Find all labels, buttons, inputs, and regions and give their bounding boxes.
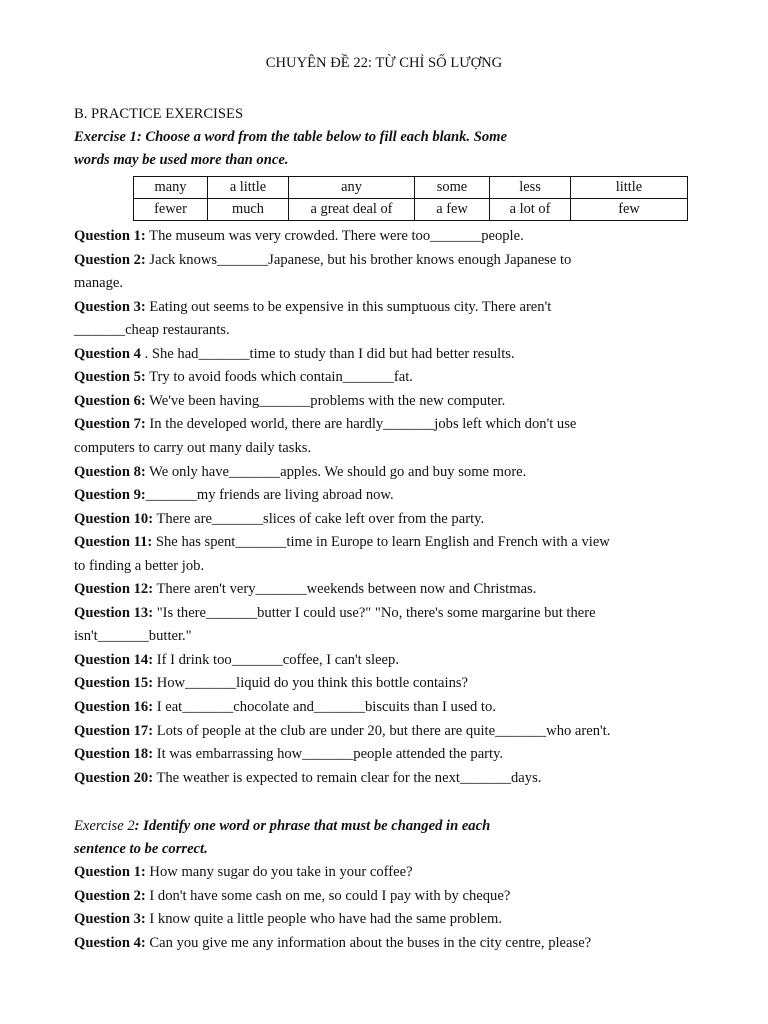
exercise2-instruction-text: : Identify one word or phrase that must be changed in each <box>134 818 491 834</box>
question-label: Question 4: <box>74 934 146 951</box>
question <box>74 910 502 928</box>
question-text: _______my friends are living abroad now. <box>145 487 394 504</box>
question <box>74 698 496 716</box>
question <box>74 745 503 763</box>
question-text-cont: _______cheap restaurants. <box>74 322 230 339</box>
table-cell: a few <box>415 199 490 221</box>
question-label: Question 3: <box>74 298 146 315</box>
question-label: Question 11: <box>74 534 153 551</box>
question <box>74 368 413 386</box>
question-label: Question 14: <box>74 651 154 668</box>
question-label: Question 2: <box>74 887 146 904</box>
table-cell: much <box>208 199 289 221</box>
question <box>74 415 576 433</box>
table-cell: many <box>134 177 208 199</box>
question-text: I know quite a little people who have had the same problem. <box>145 911 502 928</box>
question <box>74 298 551 316</box>
question-text: I eat_______chocolate and_______biscuits than I used to. <box>153 699 496 715</box>
question-label: Question 16: <box>74 699 154 715</box>
page-title: CHUYÊN ĐỀ 22: TỪ CHỈ SỐ LƯỢNG <box>265 55 503 71</box>
question-label: Question 8: <box>74 463 146 480</box>
question <box>74 510 484 528</box>
question <box>74 392 505 410</box>
question-text: I don't have some cash on me, so could I pay with by cheque? <box>145 887 511 904</box>
question-text: The weather is expected to remain clear for the next_______days. <box>153 769 542 786</box>
question-text: "Is there_______butter I could use?" "No, there's some margarine but there <box>153 604 596 621</box>
question <box>74 580 536 598</box>
exercise1-instruction-cont: words may be used more than once. <box>74 152 289 168</box>
question-label: Question 7: <box>74 416 146 433</box>
question-text-cont: computers to carry out many daily tasks. <box>74 439 312 456</box>
table-row <box>134 177 688 199</box>
question <box>74 345 515 363</box>
question-text: Lots of people at the club are under 20, but there are quite_______who aren't. <box>153 722 611 739</box>
table-row <box>134 199 688 221</box>
question <box>74 533 610 551</box>
exercise2-instruction-cont: sentence to be correct. <box>74 841 208 857</box>
question-label: Question 17: <box>74 722 154 739</box>
question <box>74 251 571 269</box>
question-label: Question 20: <box>74 769 154 786</box>
exercise1-instruction: Exercise 1: Choose a word from the table below to fill each blank. Some <box>74 129 507 145</box>
question <box>74 486 394 504</box>
section-heading: B. PRACTICE EXERCISES <box>74 106 244 122</box>
table-cell: less <box>490 177 571 199</box>
exercise2-instruction <box>74 817 490 835</box>
question-text: How many sugar do you take in your coffee? <box>145 864 413 880</box>
question-text: How_______liquid do you think this bottle contains? <box>153 675 469 692</box>
question-text: It was embarrassing how_______people attended the party. <box>153 746 504 763</box>
question-label: Question 1: <box>74 864 146 880</box>
question <box>74 674 468 692</box>
question-text: There are_______slices of cake left over from the party. <box>153 510 485 527</box>
question-label: Question 13: <box>74 604 154 621</box>
question-text: We've been having_______problems with the new computer. <box>145 392 506 409</box>
table-cell: few <box>571 199 688 221</box>
question-label: Question 10: <box>74 510 154 527</box>
question-text: There aren't very_______weekends between now and Christmas. <box>153 581 537 598</box>
question-label: Question 1: <box>74 228 146 244</box>
question-text: The museum was very crowded. There were too_______people. <box>145 228 524 244</box>
question-text: Jack knows_______Japanese, but his brother knows enough Japanese to <box>145 251 572 268</box>
question-text: She has spent_______time in Europe to learn English and French with a view <box>152 534 610 551</box>
question-text: Eating out seems to be expensive in this sumptuous city. There aren't <box>145 298 552 315</box>
question-label: Question 5: <box>74 369 146 386</box>
table-cell: any <box>289 177 415 199</box>
question-label: Question 2: <box>74 251 146 268</box>
question-label: Question 3: <box>74 911 146 928</box>
table-cell: little <box>571 177 688 199</box>
question <box>74 604 596 622</box>
question-label: Question 18: <box>74 746 154 763</box>
question <box>74 887 510 905</box>
question <box>74 463 526 481</box>
question-label: Question 6: <box>74 392 146 409</box>
question-text-cont: to finding a better job. <box>74 557 205 574</box>
question-label: Question 4 <box>74 345 141 362</box>
question-text: If I drink too_______coffee, I can't sleep. <box>153 651 399 668</box>
question-label: Question 9: <box>74 487 146 504</box>
question <box>74 722 610 740</box>
table-cell: a little <box>208 177 289 199</box>
question-text-cont: manage. <box>74 275 124 292</box>
question-text: . She had_______time to study than I did but had better results. <box>140 345 515 362</box>
question <box>74 863 413 881</box>
question-text: In the developed world, there are hardly_______jobs left which don't use <box>145 416 577 433</box>
question <box>74 934 591 952</box>
question-text-cont: isn't_______butter." <box>74 628 192 645</box>
question <box>74 769 541 787</box>
question-text: Can you give me any information about the buses in the city centre, please? <box>145 934 592 951</box>
question <box>74 651 399 669</box>
question-text: We only have_______apples. We should go and buy some more. <box>145 463 527 480</box>
question-text: Try to avoid foods which contain_______fat. <box>145 369 413 386</box>
question <box>74 227 524 245</box>
question-label: Question 12: <box>74 581 154 598</box>
exercise2-label: Exercise 2 <box>74 818 135 834</box>
question-label: Question 15: <box>74 675 154 692</box>
table-cell: a lot of <box>490 199 571 221</box>
table-cell: a great deal of <box>289 199 415 221</box>
word-table <box>133 176 688 221</box>
table-cell: some <box>415 177 490 199</box>
table-cell: fewer <box>134 199 208 221</box>
